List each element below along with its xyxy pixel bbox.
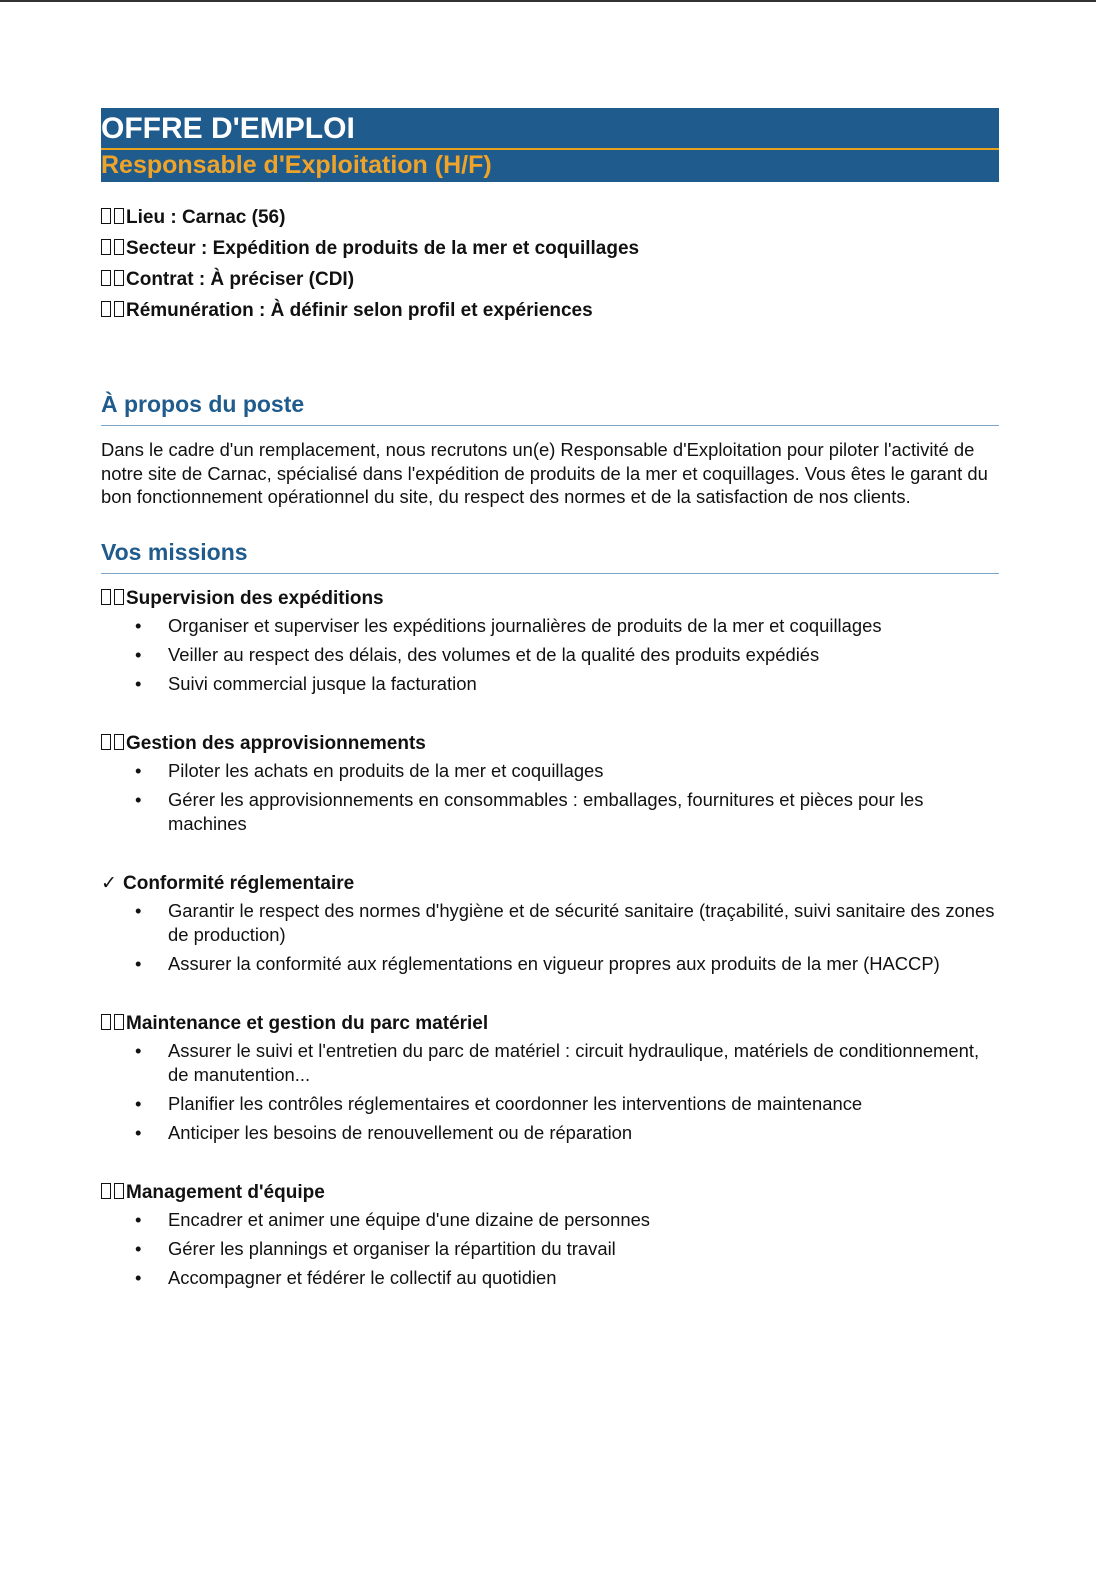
- job-title: Responsable d'Exploitation (H/F): [101, 151, 492, 179]
- missing-glyph-icon: [114, 208, 124, 224]
- about-paragraph: Dans le cadre d'un remplacement, nous recrutons un(e) Responsable d'Exploitation pour piloter l'activité de notre site de Carnac, spécialisé dans l'expédition de produits de la mer et coquillages. Vous êtes le garant du bon fonctionnement opérationnel du site, du respect des normes et de la satisfaction de nos clients.: [101, 439, 988, 507]
- missing-glyph-icon: [101, 270, 111, 286]
- check-mark-icon: ✓: [101, 873, 117, 894]
- mission-group-management: [101, 1178, 999, 1290]
- missing-glyph-icon: [114, 734, 124, 750]
- missing-glyph-icon: [114, 589, 124, 605]
- bullet-list: [101, 759, 999, 835]
- missing-glyph-icon: [101, 1014, 111, 1030]
- missions-heading: Vos missions: [101, 537, 999, 574]
- mission-group-title: ✓ Conformité réglementaire: [101, 869, 999, 899]
- list-item: • Planifier les contrôles réglementaires et coordonner les interventions de maintenance: [135, 1092, 863, 1114]
- info-location: Lieu : Carnac (56): [101, 202, 999, 233]
- missions-list: [101, 584, 999, 1290]
- mission-group-title: Management d'équipe: [101, 1178, 999, 1208]
- job-offer-document: [101, 108, 999, 1295]
- list-item: • Suivi commercial jusque la facturation: [135, 672, 477, 694]
- list-item: • Garantir le respect des normes d'hygiène et de sécurité sanitaire (traçabilité, suivi sanitaire des zones de production): [135, 900, 995, 945]
- mission-group-title: Supervision des expéditions: [101, 584, 999, 614]
- list-item: • Assurer le suivi et l'entretien du parc de matériel : circuit hydraulique, matériels de conditionnement, de manutention...: [135, 1040, 980, 1085]
- list-item: • Gérer les plannings et organiser la répartition du travail: [135, 1238, 616, 1259]
- missing-glyph-icon: [114, 239, 124, 255]
- job-info-list: [101, 202, 999, 326]
- info-sector: Secteur : Expédition de produits de la mer et coquillages: [101, 233, 999, 264]
- mission-group-maintenance: [101, 1009, 999, 1144]
- mission-group-compliance: [101, 869, 999, 975]
- list-item: • Encadrer et animer une équipe d'une dizaine de personnes: [135, 1209, 650, 1230]
- bullet-list: [101, 1039, 999, 1144]
- list-item: • Gérer les approvisionnements en consommables : emballages, fournitures et pièces pour les machines: [135, 789, 924, 834]
- missing-glyph-icon: [101, 301, 111, 317]
- top-rule: [0, 0, 1096, 2]
- list-item: • Piloter les achats en produits de la mer et coquillages: [135, 760, 604, 781]
- list-item: • Assurer la conformité aux réglementations en vigueur propres aux produits de la mer (HACCP): [135, 952, 940, 974]
- missing-glyph-icon: [114, 270, 124, 286]
- about-heading: À propos du poste: [101, 389, 999, 426]
- missing-glyph-icon: [101, 208, 111, 224]
- missing-glyph-icon: [101, 734, 111, 750]
- info-contract: Contrat : À préciser (CDI): [101, 264, 999, 295]
- list-item: • Veiller au respect des délais, des volumes et de la qualité des produits expédiés: [135, 643, 820, 665]
- mission-group-expeditions: [101, 584, 999, 696]
- page-title: OFFRE D'EMPLOI: [101, 112, 355, 145]
- bullet-list: [101, 899, 999, 975]
- missing-glyph-icon: [101, 239, 111, 255]
- list-item: • Anticiper les besoins de renouvellement ou de réparation: [135, 1121, 633, 1143]
- list-item: • Organiser et superviser les expéditions journalières de produits de la mer et coquillages: [135, 614, 882, 636]
- mission-group-title: Gestion des approvisionnements: [101, 729, 999, 759]
- mission-group-supply: [101, 729, 999, 835]
- mission-group-title: Maintenance et gestion du parc matériel: [101, 1009, 999, 1039]
- missing-glyph-icon: [101, 589, 111, 605]
- bullet-list: [101, 614, 999, 696]
- missing-glyph-icon: [114, 1014, 124, 1030]
- header-banner: [101, 108, 999, 182]
- info-salary: Rémunération : À définir selon profil et expériences: [101, 295, 999, 326]
- missing-glyph-icon: [114, 1183, 124, 1199]
- missing-glyph-icon: [101, 1183, 111, 1199]
- missing-glyph-icon: [114, 301, 124, 317]
- list-item: • Accompagner et fédérer le collectif au quotidien: [135, 1267, 557, 1288]
- bullet-list: [101, 1208, 999, 1290]
